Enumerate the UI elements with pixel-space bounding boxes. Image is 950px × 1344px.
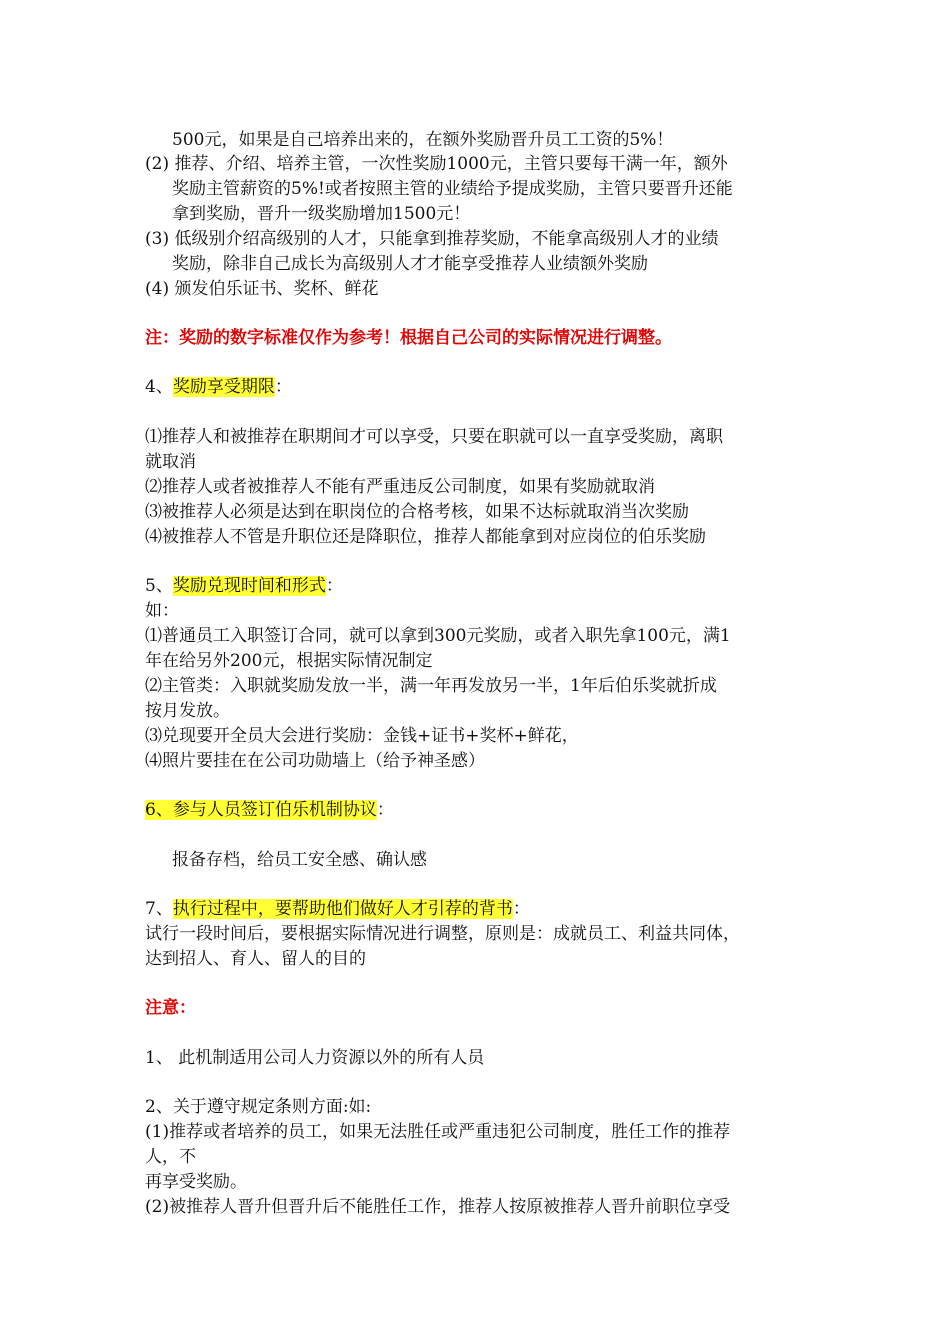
section-5-heading: [145, 574, 343, 598]
text-line: 1、 此机制适用公司人力资源以外的所有人员: [145, 1048, 485, 1068]
text-line: 拿到奖励，晋升一级奖励增加1500元！: [172, 204, 471, 224]
section-number: 7、: [145, 899, 173, 919]
text-line: (2) 推荐、介绍、培养主管，一次性奖励1000元，主管只要每干满一年，额外: [145, 154, 728, 174]
text-line: 报备存档，给员工安全感、确认感: [172, 850, 427, 870]
text-line: ⑶被推荐人必须是达到在职岗位的合格考核，如果不达标就取消当次奖励: [145, 502, 689, 522]
text-line: 再享受奖励。: [145, 1172, 247, 1192]
text-line: (4) 颁发伯乐证书、奖杯、鲜花: [145, 279, 379, 299]
section-title-highlight: 执行过程中，要帮助他们做好人才引荐的背书: [172, 899, 513, 919]
text-line: 试行一段时间后，要根据实际情况进行调整，原则是：成就员工、利益共同体，: [145, 924, 740, 944]
section-number: 4、: [145, 377, 173, 397]
section-4-heading: [145, 375, 292, 399]
note-red: 注：奖励的数字标准仅作为参考！根据自己公司的实际情况进行调整。: [145, 328, 672, 348]
attention-heading: 注意：: [145, 998, 196, 1018]
text-line: 按月发放。: [145, 701, 230, 721]
section-title-highlight: 6、参与人员签订伯乐机制协议: [145, 800, 377, 820]
text-line: 奖励主管薪资的5%!或者按照主管的业绩给予提成奖励，主管只要晋升还能: [172, 179, 733, 199]
text-line: ⑵推荐人或者被推荐人不能有严重违反公司制度，如果有奖励就取消: [145, 477, 655, 497]
text-line: 达到招人、育人、留人的目的: [145, 949, 366, 969]
text-line: ⑷照片要挂在在公司功勋墙上（给予神圣感）: [145, 751, 485, 771]
text-line: 就取消: [145, 452, 196, 472]
text-line: (2)被推荐人晋升但晋升后不能胜任工作，推荐人按原被推荐人晋升前职位享受: [145, 1197, 731, 1217]
text-line: 如：: [145, 601, 179, 621]
section-title-highlight: 奖励享受期限: [172, 377, 275, 397]
text-line: 2、关于遵守规定条则方面:如:: [145, 1097, 372, 1117]
text-line: 奖励，除非自己成长为高级别人才才能享受推荐人业绩额外奖励: [172, 254, 648, 274]
text-line: ⑵主管类：入职就奖励发放一半，满一年再发放另一半，1年后伯乐奖就折成: [145, 676, 717, 696]
colon: ：: [376, 800, 394, 820]
colon: ：: [274, 377, 292, 397]
text-line: 500元，如果是自己培养出来的，在额外奖励晋升员工工资的5%！: [172, 130, 674, 150]
text-line: (1)推荐或者培养的员工，如果无法胜任或严重违犯公司制度，胜任工作的推荐: [145, 1122, 731, 1142]
text-line: ⑴普通员工入职签订合同，就可以拿到300元奖励，或者入职先拿100元，满1: [145, 626, 731, 646]
text-line: 年在给另外200元，根据实际情况制定: [145, 651, 433, 671]
text-line: (3) 低级别介绍高级别的人才，只能拿到推荐奖励，不能拿高级别人才的业绩: [145, 229, 719, 249]
section-7-heading: [145, 897, 530, 921]
text-line: 人，不: [145, 1147, 196, 1167]
section-6-heading: [145, 798, 394, 822]
section-number: 5、: [145, 576, 173, 596]
text-line: ⑶兑现要开全员大会进行奖励：金钱+证书+奖杯+鲜花，: [145, 726, 579, 746]
text-line: ⑴推荐人和被推荐在职期间才可以享受，只要在职就可以一直享受奖励，离职: [145, 427, 723, 447]
colon: ：: [512, 899, 530, 919]
text-line: ⑷被推荐人不管是升职位还是降职位，推荐人都能拿到对应岗位的伯乐奖励: [145, 527, 706, 547]
section-title-highlight: 奖励兑现时间和形式: [172, 576, 326, 596]
colon: ：: [325, 576, 343, 596]
